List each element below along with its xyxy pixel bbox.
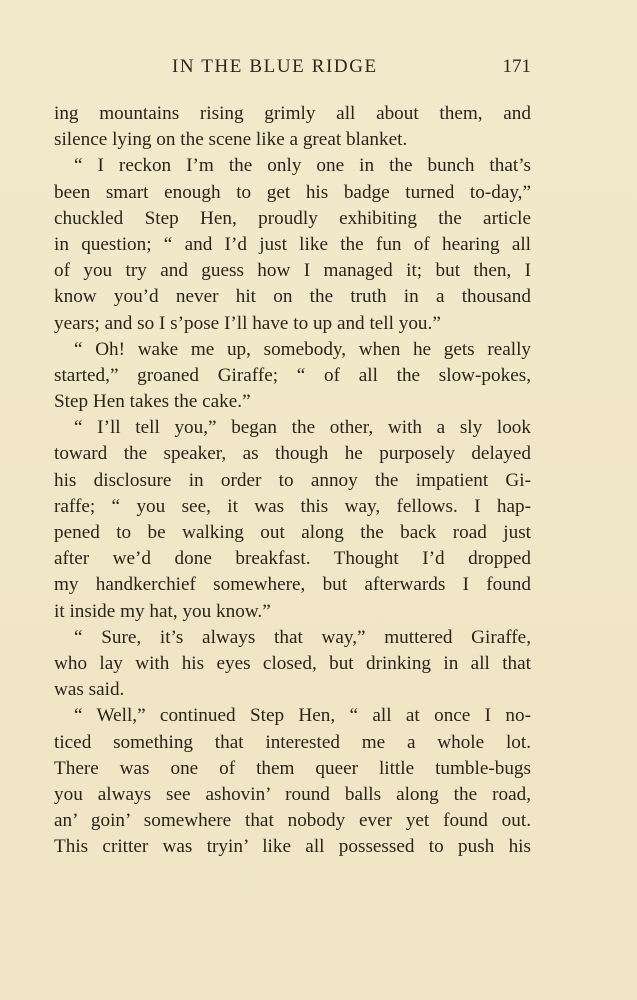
text-line: been smart enough to get his badge turned to-day,” [54,181,531,203]
running-head: IN THE BLUE RIDGE [172,56,378,77]
text-line: “ I’ll tell you,” began the other, with a sly look [74,417,531,439]
text-line: started,” groaned Giraffe; “ of all the slow-pokes, [54,364,531,386]
text-line: was said. [54,679,125,701]
text-line: who lay with his eyes closed, but drinking in all that [54,652,531,674]
text-line: There was one of them queer little tumble-bugs [54,757,531,779]
text-line: you always see ashovin’ round balls along the road, [54,783,531,805]
text-line: of you try and guess how I managed it; but then, I [54,260,531,282]
body-text [54,101,531,860]
text-line: in question; “ and I’d just like the fun of hearing all [54,233,531,255]
text-line: “ Well,” continued Step Hen, “ all at once I no- [74,705,531,727]
text-line: ing mountains rising grimly all about them, and [54,103,531,124]
text-line: This critter was tryin’ like all possessed to push his [54,836,531,858]
text-line: ticed something that interested me a whole lot. [54,731,531,753]
text-line: an’ goin’ somewhere that nobody ever yet found out. [54,810,531,832]
text-line: his disclosure in order to annoy the impatient Gi- [54,469,531,491]
text-line: chuckled Step Hen, proudly exhibiting the article [54,207,531,229]
text-line: raffe; “ you see, it was this way, fellows. I hap- [54,495,531,517]
text-line: it inside my hat, you know.” [54,600,271,622]
text-line: “ Oh! wake me up, somebody, when he gets really [74,338,531,360]
text-line: toward the speaker, as though he purposely delayed [54,443,531,465]
text-line: Step Hen takes the cake.” [54,391,251,413]
page-header [54,56,531,82]
text-line: know you’d never hit on the truth in a thousand [54,286,531,308]
text-line: pened to be walking out along the back road just [54,522,531,543]
text-line: “ I reckon I’m the only one in the bunch that’s [74,155,531,177]
text-line: “ Sure, it’s always that way,” muttered Giraffe, [74,626,531,648]
text-line: years; and so I s’pose I’ll have to up and tell you.” [54,312,441,334]
text-line: my handkerchief somewhere, but afterwards I found [54,574,531,596]
page-number: 171 [502,56,531,77]
text-line: silence lying on the scene like a great blanket. [54,129,408,151]
text-line: after we’d done breakfast. Thought I’d dropped [54,548,531,570]
